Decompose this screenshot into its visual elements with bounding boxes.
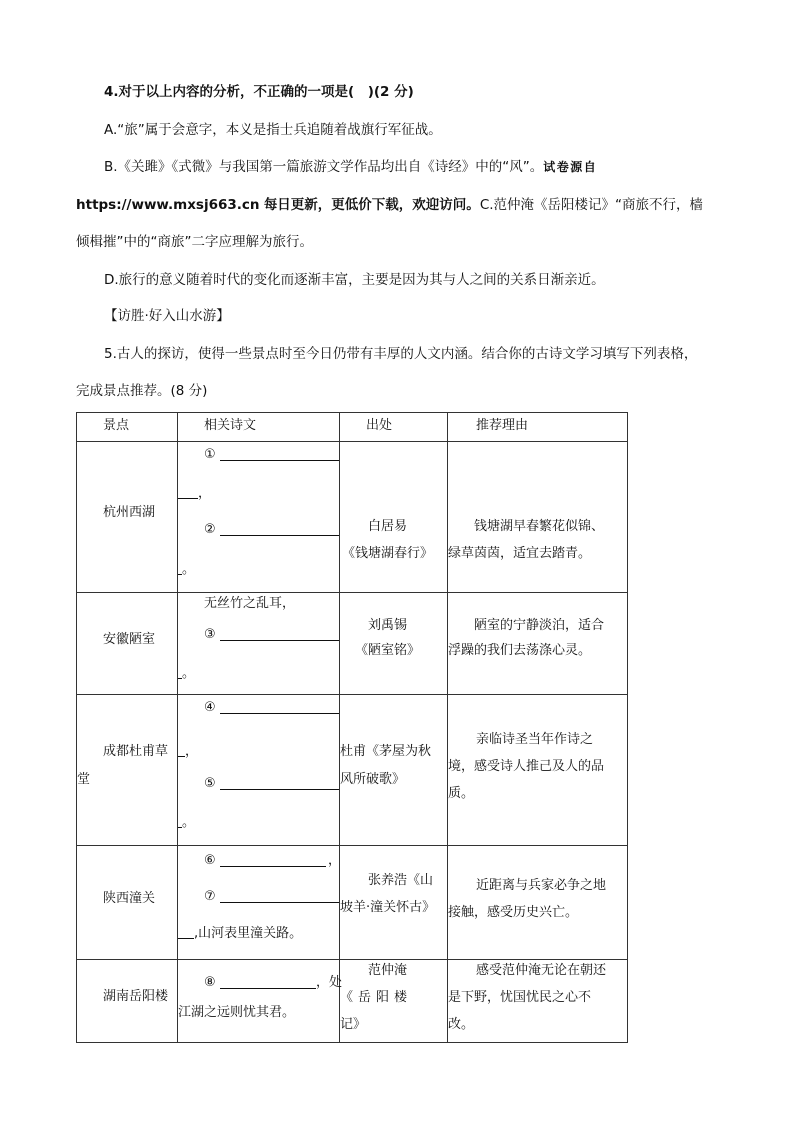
site-notice-text: 每日更新，更低价下载，欢迎访问。 [263, 197, 480, 213]
q4-site-line [76, 193, 703, 213]
q4-option-c-end: 倾楫摧”中的“商旅”二字应理解为旅行。 [76, 234, 313, 250]
poem-line: ,山河表里潼关路。 [194, 926, 303, 941]
answer-blank-5[interactable] [220, 776, 339, 790]
q4-stem: 4.对于以上内容的分析，不正确的一项是( )(2 分) [104, 84, 414, 100]
reason-line: 质。 [448, 786, 475, 801]
q4-option-d: D.旅行的意义随着时代的变化而逐渐丰富，主要是因为其与人之间的关系日渐亲近。 [104, 272, 605, 288]
answer-blank-7-cont[interactable] [178, 925, 194, 939]
answer-blank-2[interactable] [220, 522, 339, 536]
reason-line: 境，感受诗人推己及人的品 [448, 759, 605, 774]
answer-blank-1-cont[interactable] [178, 485, 198, 499]
answer-blank-8[interactable] [220, 975, 316, 989]
punctuation: 。 [182, 815, 196, 830]
answer-blank-1[interactable] [220, 447, 339, 461]
blank-marker: ⑥ [204, 853, 216, 868]
recommendation-table [76, 412, 628, 1043]
source-title-cont: 风所破歌》 [340, 772, 406, 787]
blank-marker: ② [204, 522, 216, 537]
blank-marker: ③ [204, 627, 216, 642]
site-url-link[interactable]: https://www.mxsj663.cn [76, 197, 260, 213]
table-header-row [77, 413, 628, 442]
table-row [77, 695, 628, 846]
header-poem: 相关诗文 [204, 418, 257, 433]
source-author: 刘禹锡 [368, 618, 408, 633]
reason-line: 亲临诗圣当年作诗之 [476, 732, 594, 747]
punctuation: ，处 [316, 975, 343, 990]
blank-marker: ④ [204, 700, 216, 715]
table-row [77, 442, 628, 593]
reason-line: 陋室的宁静淡泊，适合 [474, 618, 605, 633]
reason-line: 感受范仲淹无论在朝还 [476, 963, 607, 978]
poem-line: 江湖之远则忧其君。 [178, 1005, 296, 1020]
punctuation: ， [328, 853, 342, 868]
answer-blank-4-cont[interactable] [178, 743, 185, 757]
blank-marker: ⑦ [204, 889, 216, 904]
section-title: 【访胜·好入山水游】 [104, 308, 230, 324]
answer-blank-4[interactable] [220, 700, 339, 714]
reason-line: 近距离与兵家必争之地 [476, 878, 607, 893]
place-name: 湖南岳阳楼 [103, 989, 169, 1004]
reason-line: 绿草茵茵，适宜去踏青。 [448, 546, 592, 561]
site-notice-label: 试卷源自 [543, 160, 598, 174]
place-name: 陕西潼关 [103, 891, 156, 906]
q4-option-c-start: C.范仲淹《岳阳楼记》“商旅不行，樯 [479, 197, 704, 213]
header-source: 出处 [366, 418, 393, 433]
blank-marker: ⑤ [204, 776, 216, 791]
place-name: 杭州西湖 [103, 505, 156, 520]
answer-blank-7[interactable] [220, 889, 339, 903]
q4-option-a: A.“旅”属于会意字，本义是指士兵追随着战旗行军征战。 [104, 122, 442, 138]
header-place: 景点 [103, 418, 130, 433]
header-reason: 推荐理由 [476, 418, 529, 433]
reason-line: 改。 [448, 1017, 475, 1032]
poem-line: 无丝竹之乱耳， [204, 596, 296, 611]
source-title-cont: 记》 [340, 1017, 367, 1032]
place-name: 成都杜甫草 [103, 744, 169, 759]
punctuation: 。 [182, 562, 196, 577]
reason-line: 钱塘湖早春繁花似锦、 [474, 519, 605, 534]
source-title: 杜甫《茅屋为秋 [340, 744, 432, 759]
blank-marker: ① [204, 447, 216, 462]
source-title: 《岳阳楼 [340, 990, 413, 1005]
q4-option-b: B.《关雎》《式微》与我国第一篇旅游文学作品均出自《诗经》中的“风”。试卷源自 [104, 159, 598, 175]
source-author: 白居易 [368, 519, 408, 534]
blank-marker: ⑧ [204, 975, 216, 990]
reason-line: 接触，感受历史兴亡。 [448, 905, 579, 920]
answer-blank-3[interactable] [220, 627, 339, 641]
table-row [77, 960, 628, 1043]
table-row [77, 846, 628, 960]
punctuation: ， [198, 486, 212, 501]
source-author: 范仲淹 [368, 963, 408, 978]
reason-line: 是下野，忧国忧民之心不 [448, 990, 592, 1005]
source-title: 坡羊·潼关怀古》 [340, 900, 436, 915]
table-row [77, 593, 628, 695]
source-author: 张养浩《山 [368, 873, 434, 888]
answer-blank-6[interactable] [220, 853, 326, 867]
q5-stem-line1: 5.古人的探访，使得一些景点时至今日仍带有丰厚的人文内涵。结合你的古诗文学习填写下列表格， [104, 346, 698, 362]
source-title: 《陋室铭》 [355, 643, 421, 658]
place-name: 安徽陋室 [103, 632, 156, 647]
q5-stem-line2: 完成景点推荐。(8 分) [76, 383, 208, 399]
place-name-cont: 堂 [77, 772, 91, 787]
reason-line: 浮躁的我们去荡涤心灵。 [448, 643, 592, 658]
source-title: 《钱塘湖春行》 [342, 546, 434, 561]
punctuation: ， [185, 744, 199, 759]
punctuation: 。 [182, 666, 196, 681]
